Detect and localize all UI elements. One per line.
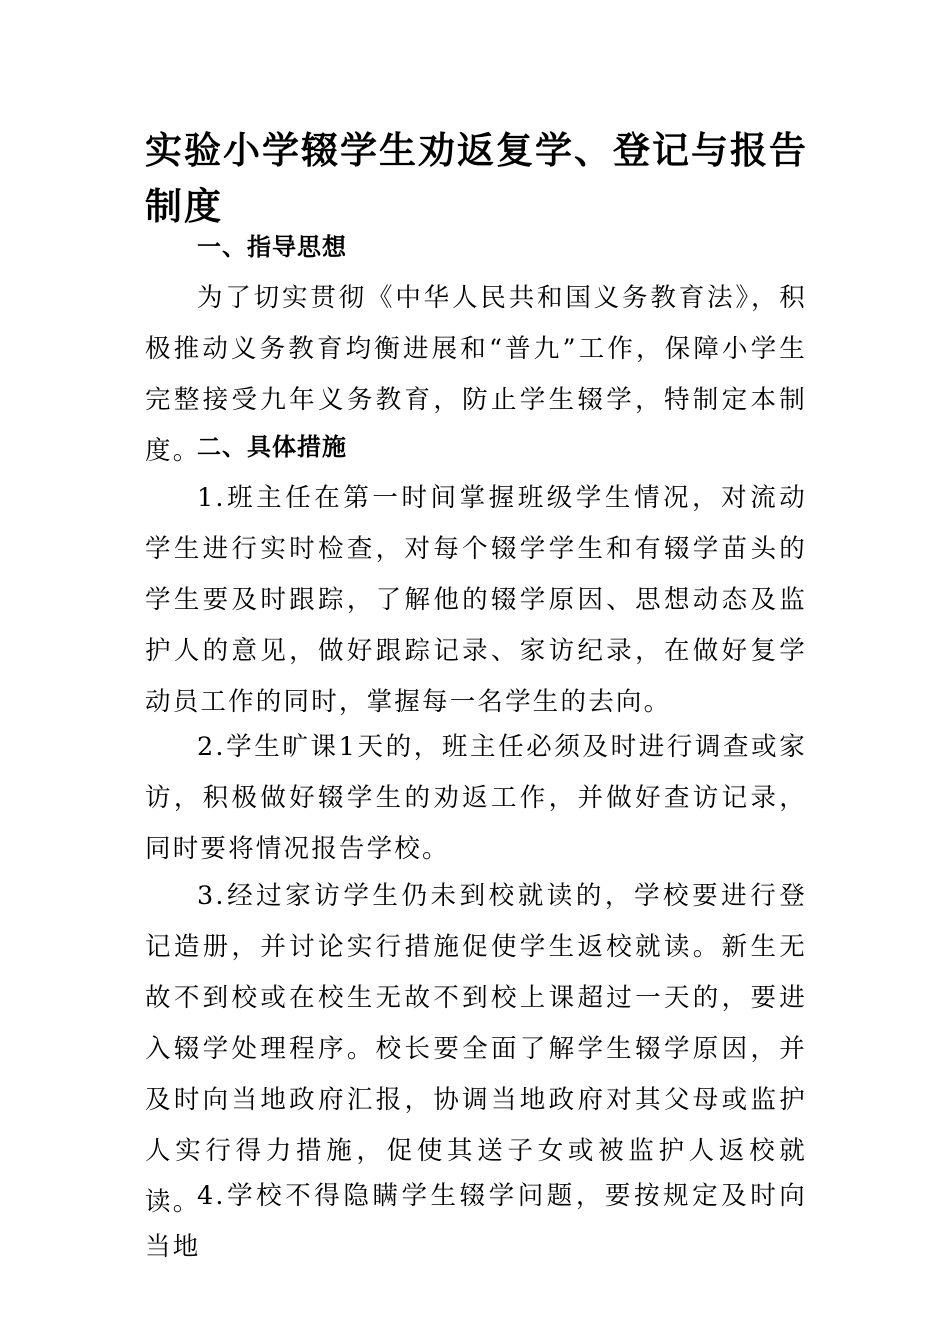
section-heading-specific-measures: 二、具体措施: [197, 433, 347, 461]
section-heading-guiding-principle: 一、指导思想: [197, 233, 347, 261]
paragraph-measure-3: 3.经过家访学生仍未到校就读的，学校要进行登记造册，并讨论实行措施促使学生返校就读。新生无故不到校或在校生无故不到校上课超过一天的，要进入辍学处理程序。校长要全面了解学生辍学原因，并及时向当地政府汇报，协调当地政府对其父母或监护人实行得力措施，促使其送子女或被监护人返校就读。: [145, 881, 807, 1217]
paragraph-measure-2: 2.学生旷课1天的，班主任必须及时进行调查或家访，积极做好辍学生的劝返工作，并做好查访记录，同时要将情况报告学校。: [145, 732, 807, 864]
paragraph-measure-4: 4.学校不得隐瞒学生辍学问题，要按规定及时向当地: [145, 1181, 807, 1262]
document-title: 实验小学辍学生劝返复学、登记与报告制度: [145, 128, 808, 228]
paragraph-measure-1: 1.班主任在第一时间掌握班级学生情况，对流动学生进行实时检查，对每个辍学学生和有辍学苗头的学生要及时跟踪，了解他的辍学原因、思想动态及监护人的意见，做好跟踪记录、家访纪录，在做好复学动员工作的同时，掌握每一名学生的去向。: [145, 483, 807, 717]
paragraph-guiding-principle: 为了切实贯彻《中华人民共和国义务教育法》，积极推动义务教育均衡进展和“普九”工作，保障小学生完整接受九年义务教育，防止学生辍学，特制定本制度。: [145, 283, 807, 466]
